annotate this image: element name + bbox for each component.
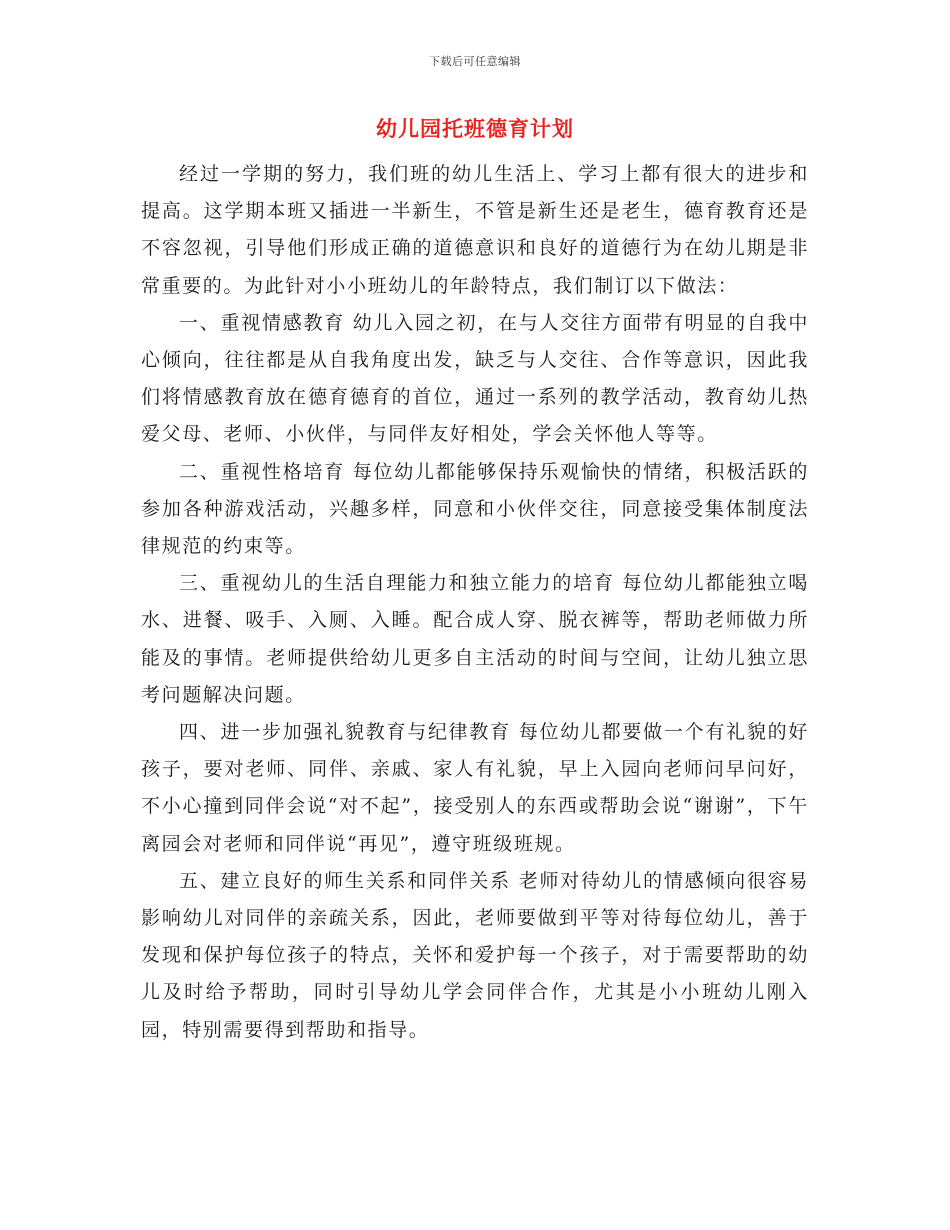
paragraph-emotional-education: 一、重视情感教育 幼儿入园之初，在与人交往方面带有明显的自我中心倾向，往往都是从自我角度出发，缺乏与人交往、合作等意识，因此我们将情感教育放在德育德育的首位，通过一系列的教学活动，教育幼儿热爱父母、老师、小伙伴，与同伴友好相处，学会关怀他人等等。: [141, 311, 809, 446]
header-note: 下载后可任意编辑: [429, 55, 521, 68]
paragraph-manners-discipline: 四、进一步加强礼貌教育与纪律教育 每位幼儿都要做一个有礼貌的好孩子，要对老师、同伴、亲戚、家人有礼貌，早上入园向老师问早问好，不小心撞到同伴会说“对不起”，接受别人的东西或帮助会说“谢谢”，下午离园会对老师和同伴说“再见”，遵守班级班规。: [141, 721, 809, 855]
paragraph-intro: 经过一学期的努力，我们班的幼儿生活上、学习上都有很大的进步和提高。这学期本班又插进一半新生，不管是新生还是老生，德育教育还是不容忽视，引导他们形成正确的道德意识和良好的道德行为在幼儿期是非常重要的。为此针对小小班幼儿的年龄特点，我们制订以下做法：: [141, 163, 809, 297]
paragraph-character-cultivation: 二、重视性格培育 每位幼儿都能够保持乐观愉快的情绪，积极活跃的参加各种游戏活动，兴趣多样，同意和小伙伴交往，同意接受集体制度法律规范的约束等。: [141, 460, 809, 558]
document-body: [141, 156, 809, 1049]
document-title: 幼儿园托班德育计划: [376, 117, 574, 141]
paragraph-self-care-ability: 三、重视幼儿的生活自理能力和独立能力的培育 每位幼儿都能独立喝水、进餐、吸手、入厕、入睡。配合成人穿、脱衣裤等，帮助老师做力所能及的事情。老师提供给幼儿更多自主活动的时间与空间，让幼儿独立思考问题解决问题。: [141, 572, 809, 706]
paragraph-relationships: 五、建立良好的师生关系和同伴关系 老师对待幼儿的情感倾向很容易影响幼儿对同伴的亲疏关系，因此，老师要做到平等对待每位幼儿，善于发现和保护每位孩子的特点，关怀和爱护每一个孩子，对于需要帮助的幼儿及时给予帮助，同时引导幼儿学会同伴合作，尤其是小小班幼儿刚入园，特别需要得到帮助和指导。: [141, 869, 809, 1041]
